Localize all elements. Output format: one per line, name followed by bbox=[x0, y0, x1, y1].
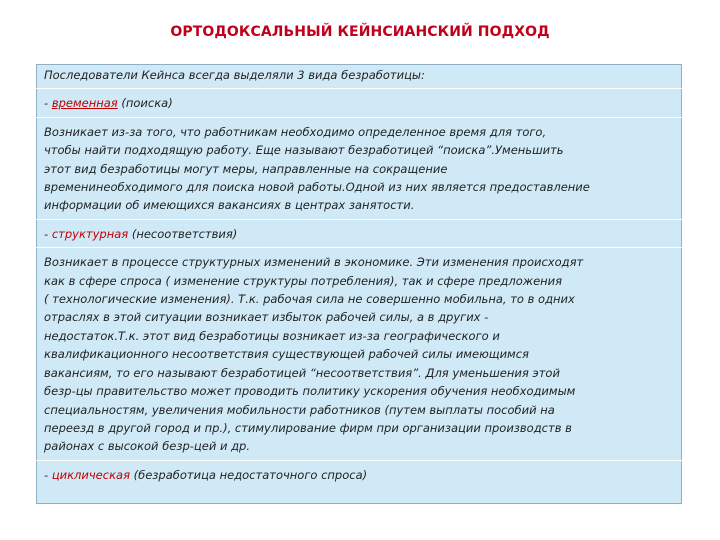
description-temporary: Возникает из-за того, что работникам необходимо определенное время для того, чтобы найти подходящую работу. Еще называют безработицей “поиска”.Уменьшить этот вид безработицы могут меры, направленные на сокращение временинеобходимого для поиска новой работы.Одной из них является предоставление информации об имеющихся вакансиях в центрах занятости. bbox=[44, 124, 590, 213]
term-cyclical: циклическая bbox=[51, 467, 130, 482]
type-heading-temporary bbox=[42, 94, 682, 112]
intro-text: Последователи Кейнса всегда выделяли 3 вида безработицы: bbox=[44, 68, 425, 82]
term-note: (несоответствия) bbox=[128, 226, 238, 241]
type-heading-cyclical bbox=[42, 466, 682, 484]
dash: - bbox=[44, 96, 52, 111]
term-note: (безработица недостаточного спроса) bbox=[130, 467, 368, 482]
description-structural: Возникает в процессе структурных изменений в экономике. Эти изменения происходят как в сфере спроса ( изменение структуры потребления), так и сфере предложения ( технологические изменения). Т.к. рабочая сила не совершенно мобильна, то в одних отраслях в этой ситуации возникает избыток рабочей силы, а в других - недостаток.Т.к. этот вид безработицы возникает из-за географического и квалификационного несоответствия существующей рабочей силы имеющимся вакансиям, то его называют безработицей “несоответствия”. Для уменьшения этой безр-цы правительство может проводить политику ускорения обучения необходимым специальностям, увеличения мобильности работников (путем выплаты пособий на переезд в другой город и пр.), стимулирование фирм при организации производств в районах с высокой безр-цей и др. bbox=[44, 255, 584, 454]
divider bbox=[36, 247, 688, 248]
term-note: (поиска) bbox=[117, 96, 173, 111]
divider bbox=[36, 88, 688, 89]
content bbox=[42, 66, 682, 484]
divider bbox=[36, 219, 688, 220]
term-structural: структурная bbox=[51, 226, 129, 241]
divider bbox=[36, 460, 688, 461]
dash: - bbox=[44, 467, 52, 482]
type-heading-structural bbox=[42, 225, 682, 243]
term-temporary: временная bbox=[51, 96, 118, 111]
dash: - bbox=[44, 226, 52, 241]
slide-title: ОРТОДОКСАЛЬНЫЙ КЕЙНСИАНСКИЙ ПОДХОД bbox=[170, 24, 550, 40]
divider bbox=[36, 117, 688, 118]
